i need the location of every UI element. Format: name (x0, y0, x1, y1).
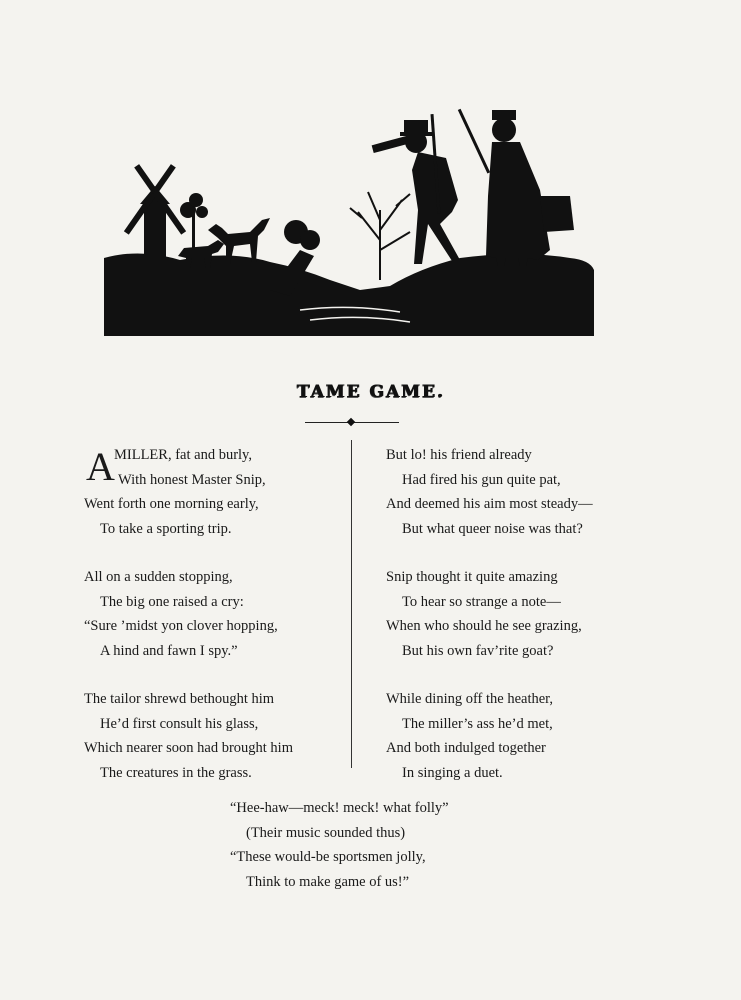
stanza (84, 443, 334, 541)
poem-line: The miller’s ass he’d met, (402, 715, 553, 732)
poem-line: To take a sporting trip. (100, 520, 232, 537)
poem-line: To hear so strange a note— (402, 593, 561, 610)
column-divider (351, 440, 352, 768)
stanza (84, 687, 334, 785)
page-title: TAME GAME. (296, 382, 445, 402)
poem-line: But lo! his friend already (386, 447, 532, 463)
poem-line: And deemed his aim most steady— (386, 496, 593, 512)
poem-line: Think to make game of us!” (246, 873, 410, 890)
tailor-silhouette-icon (458, 109, 574, 266)
poem-line: When who should he see grazing, (386, 618, 582, 634)
poem-line: He’d first consult his glass, (100, 715, 259, 732)
poem-line: Went forth one morning early, (84, 496, 259, 512)
stanza (386, 687, 646, 785)
windmill-icon (124, 164, 186, 262)
poem-line: The tailor shrewd bethought him (84, 691, 275, 707)
poem-line: (Their music sounded thus) (246, 824, 406, 841)
poem-line: While dining off the heather, (386, 691, 554, 707)
poem-line: “These would-be sportsmen jolly, (230, 849, 426, 865)
poem-line: Snip thought it quite amazing (386, 569, 558, 585)
stanza (84, 565, 334, 663)
drop-cap: A (86, 444, 115, 489)
poem-line: The creatures in the grass. (100, 764, 252, 781)
poem-final-stanza (230, 796, 550, 894)
poem-line: All on a sudden stopping, (84, 569, 233, 585)
poem-line: But what queer noise was that? (402, 520, 583, 537)
poem-line: And both indulged together (386, 740, 546, 756)
poem-line: Which nearer soon had brought him (84, 740, 293, 756)
poem-line: The big one raised a cry: (100, 593, 244, 610)
poem-line-text: MILLER, fat and burly, (114, 447, 252, 463)
bush-icon (180, 193, 208, 252)
poem-line: A hind and fawn I spy.” (100, 642, 238, 659)
poem-line: But his own fav’rite goat? (402, 642, 554, 659)
poem-line: “Sure ’midst yon clover hopping, (84, 618, 278, 634)
poem-right-column (386, 443, 646, 809)
poem-line: With honest Master Snip, (118, 471, 266, 488)
title-ornament-icon (347, 418, 355, 426)
stanza (386, 443, 646, 541)
poem-line: Had fired his gun quite pat, (402, 471, 561, 488)
miller-silhouette-icon (372, 114, 460, 264)
poem-line: “Hee-haw—meck! meck! what folly” (230, 800, 449, 816)
poem-line: In singing a duet. (402, 764, 503, 781)
silhouette-illustration (100, 100, 598, 340)
bush-icon (350, 192, 410, 280)
stanza (386, 565, 646, 663)
poem-left-column (84, 443, 334, 809)
